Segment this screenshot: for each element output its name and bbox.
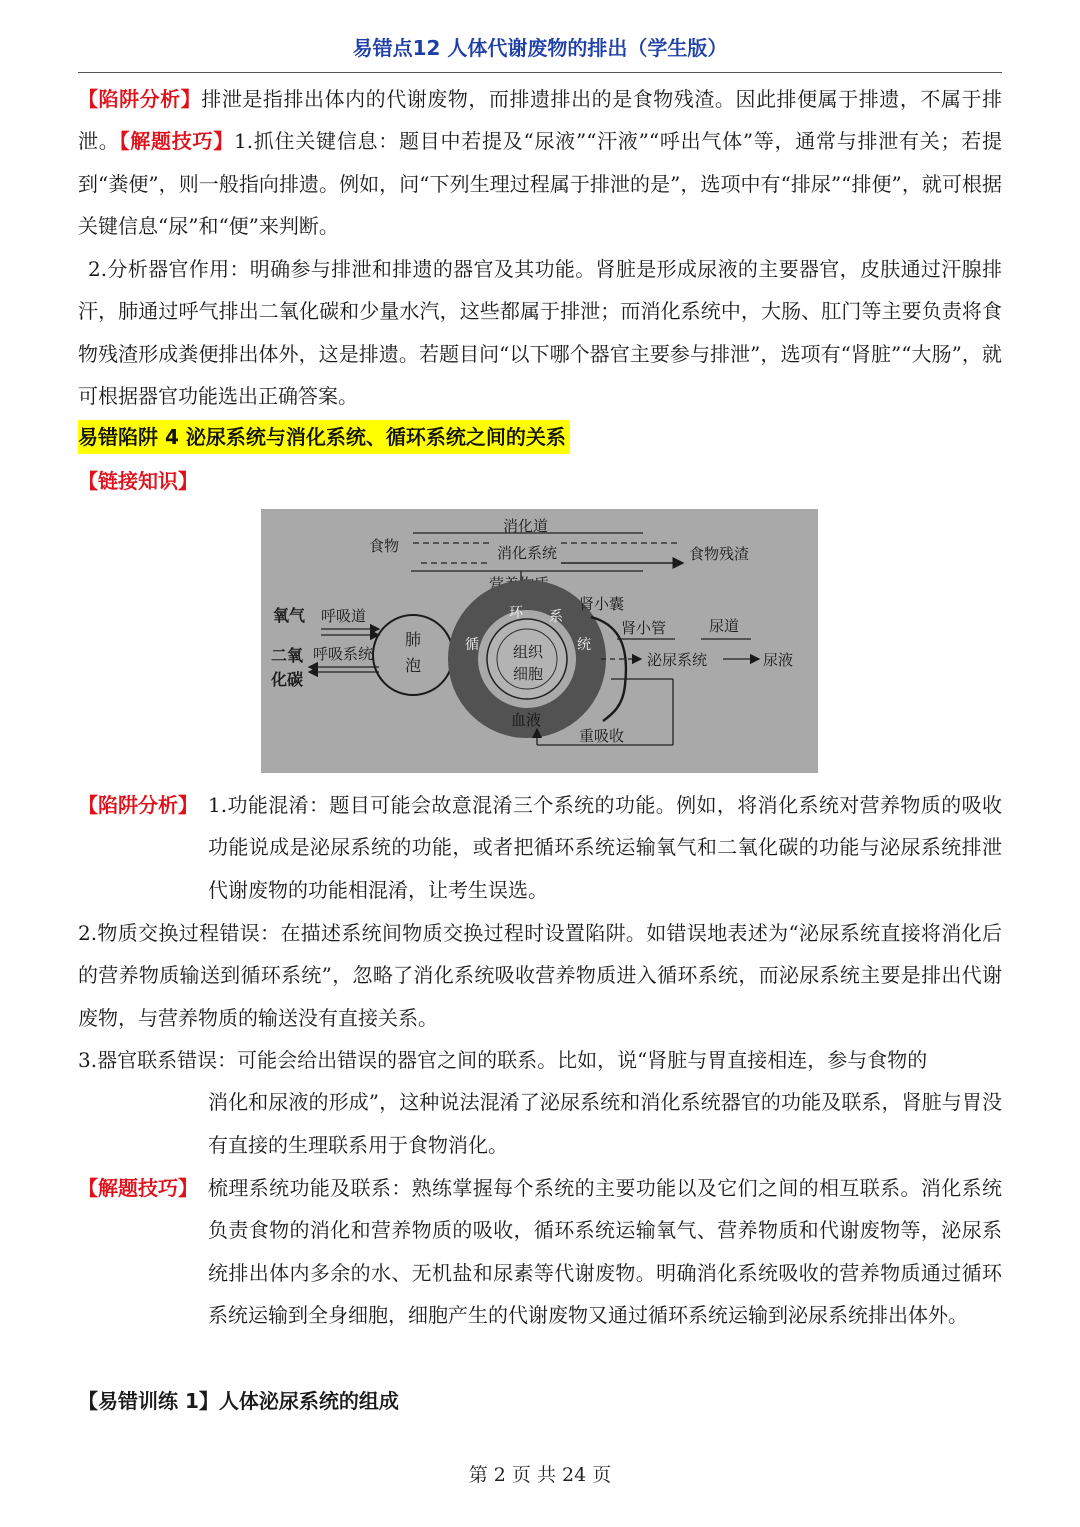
section-heading: 易错陷阱 4 泌尿系统与消化系统、循环系统之间的关系	[78, 420, 570, 454]
label-respiratory-system: 呼吸系统	[313, 645, 374, 663]
trap-item-3-rest: 消化和尿液的形成”，这种说法混淆了泌尿系统和消化系统器官的功能及联系，肾脏与胃没有直接的生理联系用于食物消化。	[208, 1090, 1002, 1157]
training-heading	[78, 1380, 1002, 1422]
label-nutrients: 营养物质	[489, 575, 550, 593]
page-number: 第 2 页 共 24 页	[468, 1464, 612, 1486]
label-co2-1: 二氧	[271, 646, 304, 665]
alveolus-circle	[373, 615, 453, 695]
ring-char-1: 环	[509, 605, 523, 621]
solving-tips-text: 1.抓住关键信息：题目中若提及“尿液”“汗液”“呼出气体”等，通常与排泄有关；若提到“粪便”，则一般指向排遗。例如，问“下列生理过程属于排泄的是”，选项中有“排尿”“排便”，就可根据关键信息“尿”和“便”来判断。	[78, 129, 1003, 239]
trap-analysis-label: 【陷阱分析】	[78, 87, 202, 111]
training-text: 人体泌尿系统的组成	[218, 1389, 399, 1413]
page-title: 易错点12 人体代谢废物的排出（学生版）	[352, 36, 728, 60]
trap-analysis-block	[78, 784, 1002, 911]
label-renal-tubule: 肾小管	[621, 619, 667, 637]
label-reabsorption: 重吸收	[579, 727, 625, 745]
label-food: 食物	[369, 537, 400, 555]
label-food-residue: 食物残渣	[689, 545, 750, 563]
paragraph-organ-analysis	[78, 248, 1002, 418]
solving-tips-text-2: 梳理系统功能及联系：熟练掌握每个系统的主要功能以及它们之间的相互联系。消化系统负责食物的消化和营养物质的吸收，循环系统运输氧气、营养物质和代谢废物等，泌尿系统排出体内多余的水、无机盐和尿素等代谢废物。明确消化系统吸收的营养物质通过循环系统运输到全身细胞，细胞产生的代谢废物又通过循环系统运输到泌尿系统排出体外。	[208, 1176, 1002, 1328]
trap-item-1: 1.功能混淆：题目可能会故意混淆三个系统的功能。例如，将消化系统对营养物质的吸收功能说成是泌尿系统的功能，或者把循环系统运输氧气和二氧化碳的功能与泌尿系统排泄代谢废物的功能相混淆，让考生误选。	[208, 793, 1002, 902]
label-airway: 呼吸道	[321, 607, 367, 625]
ring-char-2: 系	[549, 609, 563, 625]
label-urinary-system: 泌尿系统	[647, 651, 708, 669]
label-co2-2: 化碳	[271, 670, 304, 689]
trap-item-2: 2.物质交换过程错误：在描述系统间物质交换过程时设置陷阱。如错误地表述为“泌尿系统直接将消化后的营养物质输送到循环系统”，忽略了消化系统吸收营养物质进入循环系统，而泌尿系统主要是排出代谢废物，与营养物质的输送没有直接关系。	[78, 921, 1002, 1030]
label-digestive-system: 消化系统	[497, 544, 558, 562]
system-relationship-diagram	[261, 509, 818, 773]
trap-analysis-text: 排泄是指排出体内的代谢废物，而排遗排出的是食物残渣。因此排便属于排遗，不属于排泄。	[78, 87, 1003, 154]
trap-item-3-block	[78, 1039, 1002, 1166]
ring-char-3: 循	[465, 637, 479, 653]
label-urethra: 尿道	[709, 617, 740, 635]
solving-tips-label: 【解题技巧】	[119, 129, 234, 154]
solving-tips-block	[78, 1167, 1002, 1337]
label-tissue: 组织	[513, 643, 544, 661]
organ-analysis-text: 2.分析器官作用：明确参与排泄和排遗的器官及其功能。肾脏是形成尿液的主要器官，皮肤通过汗腺排汗，肺通过呼气排出二氧化碳和少量水汽，这些都属于排泄；而消化系统中，大肠、肛门等主要负责将食物残渣形成粪便排出体外，这是排遗。若题目问“以下哪个器官主要参与排泄”，选项有“肾脏”“大肠”，就可根据器官功能选出正确答案。	[78, 257, 1002, 409]
solving-tips-label-2: 【解题技巧】	[78, 1176, 198, 1200]
paragraph-trap-analysis-1	[78, 78, 1002, 248]
label-blood: 血液	[511, 711, 542, 729]
trap-item-3-head: 3.器官联系错误：可能会给出错误的器官之间的联系。比如，说“肾脏与胃直接相连，参与食物的	[78, 1048, 928, 1072]
link-knowledge-label: 【链接知识】	[78, 469, 198, 493]
label-xiaohuadao: 消化道	[503, 517, 549, 535]
trap-analysis-label-2: 【陷阱分析】	[78, 793, 198, 817]
label-cell: 细胞	[513, 665, 544, 683]
training-label: 【易错训练 1】	[78, 1389, 219, 1413]
title-divider	[78, 72, 1002, 73]
label-lung: 肺	[405, 630, 422, 649]
label-sac: 泡	[405, 656, 422, 675]
ring-char-4: 统	[577, 637, 591, 653]
label-oxygen: 氧气	[273, 606, 306, 625]
label-urine: 尿液	[763, 651, 794, 669]
label-bowman-capsule: 肾小囊	[579, 595, 625, 613]
